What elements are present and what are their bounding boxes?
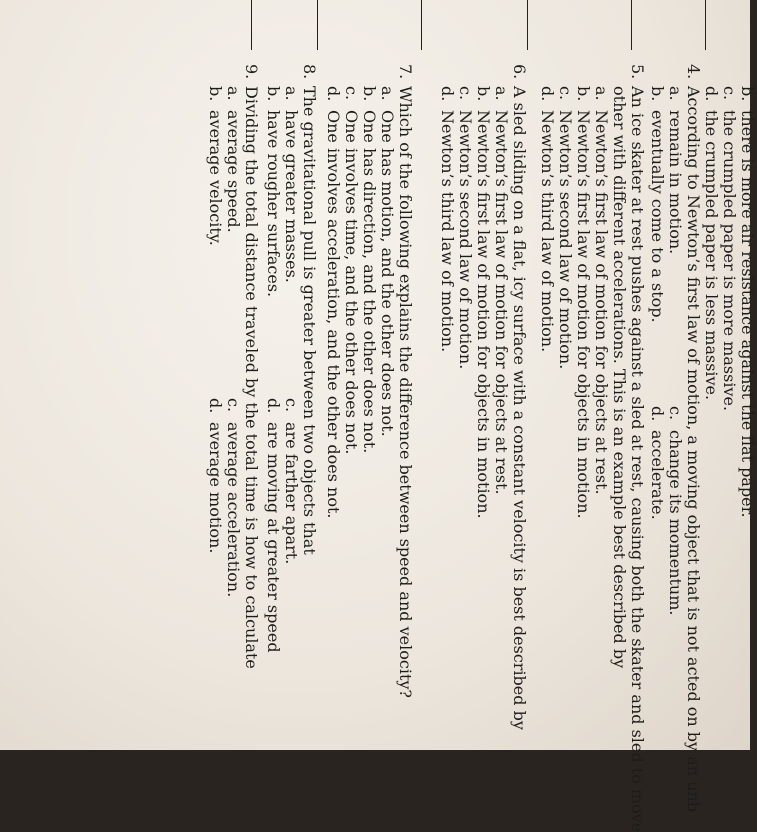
choice-line xyxy=(592,86,611,495)
choice-letter: a. xyxy=(492,86,511,101)
choice-line xyxy=(492,86,511,495)
choice-text: the crumpled paper is more massive. xyxy=(720,110,739,412)
question-number: 5. xyxy=(628,64,647,80)
choice-text: One has motion, and the other does not. xyxy=(378,110,397,437)
choice-letter: b. xyxy=(648,86,667,102)
choice-letter: c. xyxy=(342,86,361,101)
choice-text: are moving at greater speed xyxy=(264,422,283,653)
answer-blank[interactable] xyxy=(421,0,422,50)
question-number: 6. xyxy=(510,64,529,80)
choice-text: One involves acceleration, and the other does not. xyxy=(324,110,343,519)
choice-line xyxy=(342,86,361,455)
choice-line xyxy=(702,86,721,401)
choice-text: the crumpled paper is less massive. xyxy=(702,110,721,401)
choice-text: have rougher surfaces. xyxy=(264,110,283,298)
choice-letter: d. xyxy=(206,398,225,414)
choice-line xyxy=(206,398,225,554)
choice-letter: b. xyxy=(574,86,593,102)
choice-line xyxy=(666,406,685,616)
question-stem: other with different accelerations. This is an example best described by xyxy=(610,86,629,669)
choice-text: Newton’s third law of motion. xyxy=(438,110,457,353)
choice-line xyxy=(360,86,379,454)
choice-text: Newton’s first law of motion for objects in motion. xyxy=(474,110,493,519)
choice-letter: d. xyxy=(324,86,343,102)
choice-letter: a. xyxy=(282,86,301,101)
question-stem: Dividing the total distance traveled by the total time is how to calculate xyxy=(242,86,261,669)
choice-line xyxy=(282,398,301,565)
choice-line xyxy=(224,398,243,598)
choice-line xyxy=(206,86,225,246)
choice-letter: b. xyxy=(360,86,379,102)
choice-text: average acceleration. xyxy=(224,422,243,598)
choice-text: Newton’s third law of motion. xyxy=(538,110,557,353)
choice-line xyxy=(538,86,557,353)
choice-letter: c. xyxy=(456,86,475,101)
choice-letter: b. xyxy=(474,86,493,102)
choice-letter: c. xyxy=(282,398,301,413)
choice-text: have greater masses. xyxy=(282,110,301,283)
choice-letter: d. xyxy=(264,398,283,414)
answer-blank[interactable] xyxy=(631,0,632,50)
question-number: 4. xyxy=(684,64,703,80)
choice-text: average motion. xyxy=(206,422,225,554)
choice-text: Newton’s second law of motion. xyxy=(456,110,475,370)
choice-letter: d. xyxy=(702,86,721,102)
choice-line xyxy=(738,86,757,518)
choice-text: there is more air resistance against the flat paper. xyxy=(738,110,757,518)
choice-line xyxy=(224,86,243,233)
question-stem: A sled sliding on a flat, icy surface with a constant velocity is best described by xyxy=(510,86,529,730)
question-stem: An ice skater at rest pushes against a sled at rest, causing both the skater and sled to move xyxy=(628,86,647,832)
choice-letter: b. xyxy=(738,86,757,102)
choice-line xyxy=(474,86,493,519)
choice-letter: a. xyxy=(666,86,685,101)
choice-line xyxy=(264,398,283,653)
choice-text: are farther apart. xyxy=(282,422,301,565)
choice-line xyxy=(264,86,283,298)
choice-letter: a. xyxy=(378,86,397,101)
choice-text: change its momentum. xyxy=(666,430,685,616)
answer-blank[interactable] xyxy=(251,0,252,50)
answer-blank[interactable] xyxy=(527,0,528,50)
choice-line xyxy=(666,86,685,255)
choice-line xyxy=(456,86,475,370)
choice-text: remain in motion. xyxy=(666,110,685,255)
choice-letter: c. xyxy=(720,86,739,101)
choice-letter: d. xyxy=(438,86,457,102)
choice-line xyxy=(378,86,397,437)
question-number: 8. xyxy=(300,64,319,80)
choice-text: One involves time, and the other does not. xyxy=(342,110,361,455)
choice-text: Newton’s first law of motion for objects at rest. xyxy=(492,110,511,495)
answer-blank[interactable] xyxy=(705,0,706,50)
question-number: 9. xyxy=(242,64,261,80)
choice-text: One has direction, and the other does not. xyxy=(360,110,379,454)
choice-letter: c. xyxy=(224,398,243,413)
answer-blank[interactable] xyxy=(317,0,318,50)
choice-line xyxy=(282,86,301,283)
choice-letter: b. xyxy=(264,86,283,102)
choice-line xyxy=(556,86,575,370)
question-stem: The gravitational pull is greater between two objects that xyxy=(300,86,319,555)
choice-text: average velocity. xyxy=(206,110,225,246)
choice-text: average speed. xyxy=(224,110,243,233)
choice-letter: a. xyxy=(224,86,243,101)
choice-text: eventually come to a stop. xyxy=(648,110,667,323)
choice-letter: a. xyxy=(592,86,611,101)
choice-line xyxy=(720,86,739,412)
choice-line xyxy=(648,406,667,520)
choice-letter: d. xyxy=(648,406,667,422)
choice-letter: b. xyxy=(206,86,225,102)
choice-line xyxy=(574,86,593,519)
question-stem: Which of the following explains the difference between speed and velocity? xyxy=(396,86,415,698)
choice-letter: c. xyxy=(556,86,575,101)
choice-line xyxy=(324,86,343,519)
choice-letter: d. xyxy=(538,86,557,102)
choice-text: accelerate. xyxy=(648,430,667,520)
choice-line xyxy=(648,86,667,323)
choice-text: Newton’s first law of motion for objects at rest. xyxy=(592,110,611,495)
question-number: 7. xyxy=(396,64,415,80)
choice-letter: c. xyxy=(666,406,685,421)
choice-text: Newton’s second law of motion. xyxy=(556,110,575,370)
question-stem: According to Newton’s first law of motion, a moving object that is not acted on by an unb xyxy=(684,86,703,812)
choice-line xyxy=(438,86,457,353)
choice-text: Newton’s first law of motion for objects in motion. xyxy=(574,110,593,519)
